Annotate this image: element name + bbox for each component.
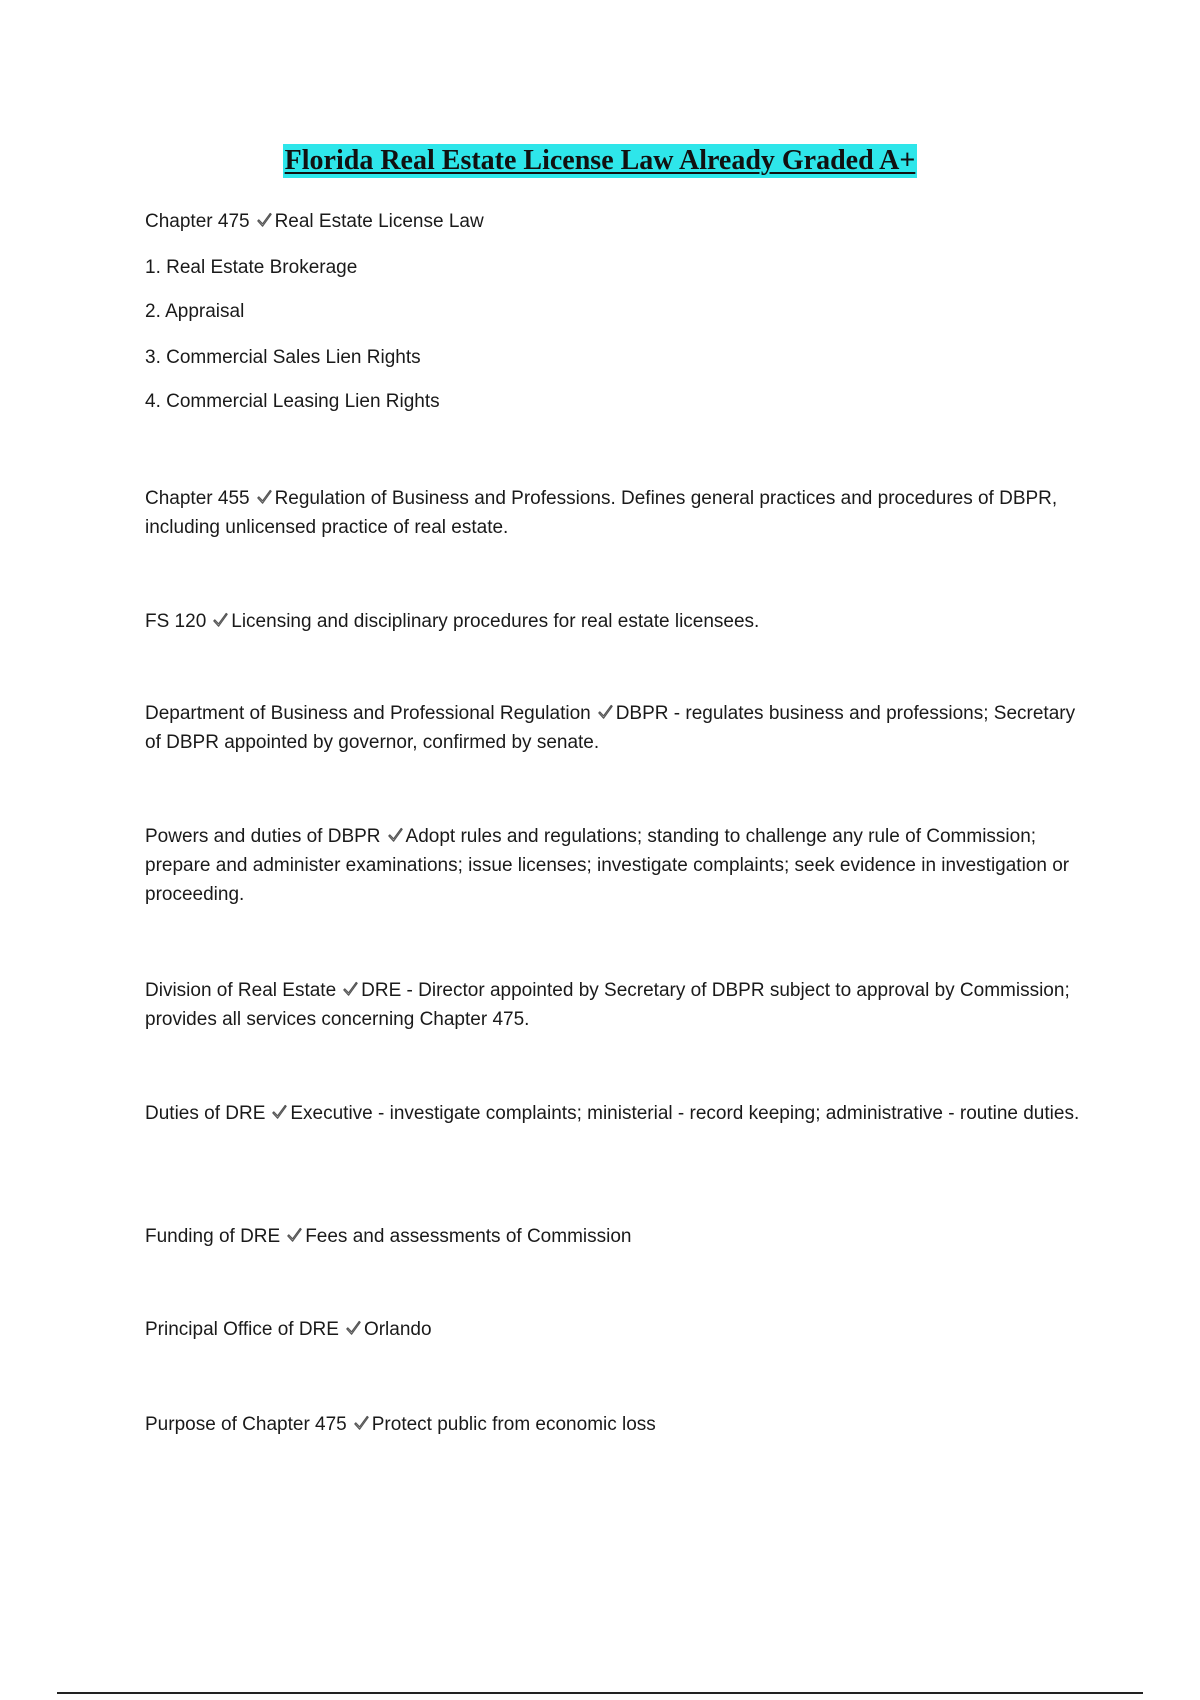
check-mark-icon — [255, 211, 274, 230]
entry-term: Powers and duties of DBPR — [145, 826, 381, 847]
check-mark-icon — [596, 703, 615, 722]
entry-definition: DBPR - regulates business and professions; Secretary of DBPR appointed by governor, confirmed by senate. — [145, 703, 1076, 753]
entry-term: Purpose of Chapter 475 — [145, 1414, 347, 1435]
list-item: 1. Real Estate Brokerage — [145, 257, 358, 278]
entry — [145, 484, 1095, 542]
check-mark-icon — [341, 980, 360, 999]
entry-term: Duties of DRE — [145, 1103, 266, 1124]
entry — [145, 607, 1095, 636]
entry-definition: Executive - investigate complaints; ministerial - record keeping; administrative - routine duties. — [290, 1103, 1080, 1124]
entry-definition: Protect public from economic loss — [371, 1414, 656, 1435]
entry — [145, 699, 1095, 757]
entry-term: FS 120 — [145, 611, 207, 632]
entry-term: Chapter 475 — [145, 211, 250, 232]
entry — [145, 1410, 1095, 1439]
entry — [145, 1099, 1095, 1128]
check-mark-icon — [270, 1103, 289, 1122]
entry-term: Principal Office of DRE — [145, 1319, 339, 1340]
entry-definition: Licensing and disciplinary procedures for real estate licensees. — [231, 611, 760, 632]
entry-term: Department of Business and Professional Regulation — [145, 703, 591, 724]
entry-chapter-475 — [145, 207, 1095, 236]
check-mark-icon — [255, 488, 274, 507]
entry — [145, 976, 1095, 1034]
entry-definition: Orlando — [363, 1319, 432, 1340]
entry — [145, 1315, 1095, 1344]
check-mark-icon — [344, 1319, 363, 1338]
entry-definition: DRE - Director appointed by Secretary of DBPR subject to approval by Commission; provides all services concerning Chapter 475. — [145, 980, 1070, 1030]
entry-term: Division of Real Estate — [145, 980, 337, 1001]
entry-definition: Regulation of Business and Professions. Defines general practices and procedures of DBPR, including unlicensed practice of real estate. — [145, 488, 1058, 538]
title-wrap — [0, 144, 1200, 178]
entry-term: Funding of DRE — [145, 1226, 281, 1247]
entry-term: Chapter 455 — [145, 488, 250, 509]
list-item: 2. Appraisal — [145, 301, 245, 322]
check-mark-icon — [211, 611, 230, 630]
list-item: 3. Commercial Sales Lien Rights — [145, 347, 421, 368]
check-mark-icon — [285, 1226, 304, 1245]
entry — [145, 822, 1095, 909]
list-item: 4. Commercial Leasing Lien Rights — [145, 391, 440, 412]
check-mark-icon — [352, 1414, 371, 1433]
check-mark-icon — [386, 826, 405, 845]
document-title: Florida Real Estate License Law Already Graded A+ — [284, 145, 916, 176]
entry-definition: Adopt rules and regulations; standing to challenge any rule of Commission; prepare and administer examinations; issue licenses; investigate complaints; seek evidence in investigation or proceeding. — [145, 826, 1070, 905]
entry-definition: Real Estate License Law — [274, 211, 484, 232]
entry — [145, 1222, 1095, 1251]
entry-definition: Fees and assessments of Commission — [305, 1226, 632, 1247]
footer-divider — [57, 1692, 1143, 1694]
